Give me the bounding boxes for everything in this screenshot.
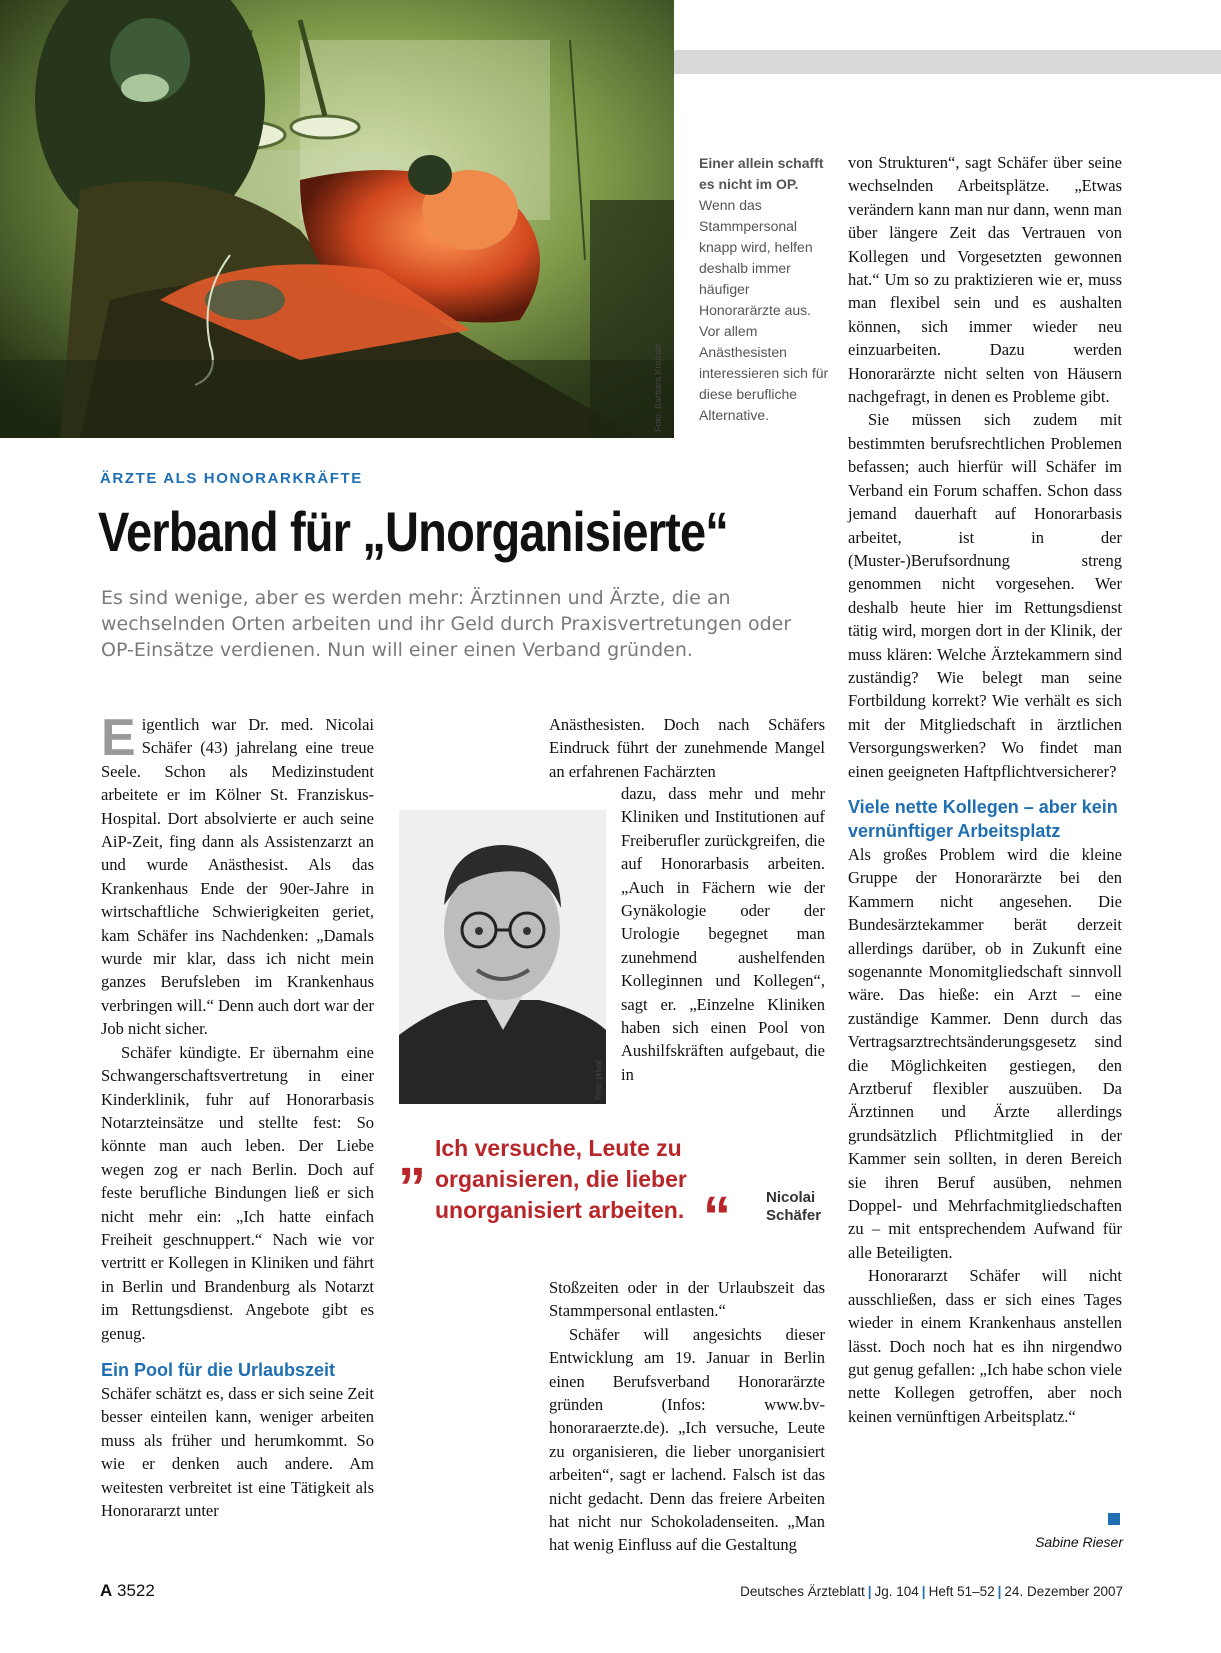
page-number	[100, 1581, 155, 1601]
subheading: Viele nette Kollegen – aber kein vernünftiger Arbeitsplatz	[848, 796, 1118, 841]
portrait-photo	[399, 810, 606, 1104]
subheading: Ein Pool für die Urlaubszeit	[101, 1359, 336, 1380]
paragraph: Schäfer schätzt es, dass er sich seine Zeit besser einteilen kann, weniger arbeiten muss als früher und herumkommt. So wie er denken auch andere. Am weitesten verbreitet ist eine Tätigkeit als Honorararzt unter	[101, 1383, 374, 1520]
end-mark-icon	[1108, 1513, 1120, 1525]
paragraph: Anästhesisten. Doch nach Schäfers Eindruck führt der zunehmende Mangel an erfahrenen Fachärzten	[549, 715, 825, 781]
photo-caption	[699, 153, 831, 426]
volume: Jg. 104	[874, 1584, 919, 1599]
paragraph: Honorararzt Schäfer will nicht ausschließen, dass er sich eines Tages wieder in einem Krankenhaus anstellen lässt. Doch noch hat es ihn nirgendwo gut genug gefallen: „Ich habe schon viele nette Kollegen getroffen, aber noch keinen vernünftigen Arbeitsplatz.“	[848, 1266, 1122, 1426]
paragraph: von Strukturen“, sagt Schäfer über seine wechselnden Arbeitsplätze. „Etwas verändern kann man nur dann, wenn man über längere Zeit das Vertrauen von Kollegen und Vorgesetzten gewonnen hat.“ Um so zu praktizieren wie er, muss man flexibel sein und es aushalten können, sich immer wieder neu einzuarbeiten. Dazu werden Honorarärzte nicht selten von Häusern nachgefragt, in denen es Probleme gibt.	[848, 153, 1122, 407]
paragraph-text: igentlich war Dr. med. Nicolai Schäfer (43) jahrelang eine treue Seele. Schon als Medizinstudent arbeitete er im Kölner St. Franziskus-Hospital. Dort absolvierte er auch seine AiP-Zeit, fing dann als Assistenzarzt an und wurde Anästhesist. Als das Krankenhaus Ende der 90er-Jahre in wirtschaftliche Schwierigkeiten geriet, kam Schäfer ins Nachdenken: „Damals wurde mir klar, dass ich nicht mein ganzes Berufsleben im Krankenhaus verbringen will.“ Denn auch dort war der Job nicht sicher.	[101, 715, 374, 1039]
paragraph	[101, 709, 374, 1041]
column-1	[101, 709, 374, 1522]
operating-room-photo	[0, 0, 674, 438]
column-2-wrap	[621, 782, 825, 1086]
pull-quote: Ich versuche, Leute zu organisieren, die lieber unorganisiert arbeiten.	[435, 1135, 687, 1223]
caption-title: Einer allein schafft es nicht im OP.	[699, 155, 824, 192]
quote-author: Nicolai Schäfer	[766, 1189, 822, 1224]
date: 24. Dezember 2007	[1004, 1584, 1123, 1599]
headline: Verband für „Unorganisierte“	[98, 500, 728, 563]
paragraph: Sie müssen sich zudem mit bestimmten berufsrechtlichen Problemen befassen; auch hierfür will Schäfer im Verband ein Forum schaffen. Schon dass jemand dauerhaft auf Honorarbasis arbeitet, ist in der (Muster-)Berufsordnung streng genommen nicht vorgesehen. Wer deshalb heute hier im Rettungsdienst tätig wird, morgen dort in der Klinik, der muss klären: Welche Ärztekammern sind zuständig? Wie belegt man seine Fortbildung korrekt? Wie verhält es sich mit der Mitgliedschaft in ärztlichen Versorgungswerken? Wo findet man einen geeigneten Haftpflichtversicherer?	[848, 410, 1122, 781]
issue: Heft 51–52	[928, 1584, 995, 1599]
kicker: ÄRZTE ALS HONORARKRÄFTE	[100, 470, 363, 487]
portrait-credit: Foto: privat	[594, 1059, 603, 1100]
paragraph: Als großes Problem wird die kleine Gruppe der Honorarärzte bei den Kammern nicht angesehen. Die Bundesärztekammer berät derzeit allerdings darüber, ob in Zukunft eine sogenannte Monomitgliedschaft sinnvoll wäre. Das hieße: ein Arzt – eine zuständige Kammer. Denn durch das Vertragsarztrechtsänderungsgesetz sind die Möglichkeiten gestiegen, den Arztberuf flexibler auszuüben. Da Ärztinnen und Ärzte allerdings grundsätzlich Pflichtmitglied in der Kammer sein sollten, in deren Bereich sie ihren Beruf ausüben, nehmen Doppel- und Mehrfachmitgliedschaften zu – mit entsprechendem Aufwand für alle Beteiligten.	[848, 844, 1122, 1262]
column-2-bottom	[549, 1276, 825, 1557]
photo-credit: Foto: Barbara Krobath	[653, 342, 663, 432]
paragraph: Schäfer will angesichts dieser Entwicklung am 19. Januar in Berlin einen Berufsverband Honorarärzte gründen (Infos: www.bv-honoraraerzte.de). „Ich versuche, Leute zu organisieren, die lieber unorganisiert arbeiten“, sagt er lachend. Falsch ist das nicht gedacht. Denn das freiere Arbeiten hat nicht nur Schokoladenseiten. „Man hat wenig Einfluss auf die Gestaltung	[549, 1324, 825, 1555]
footer-info: Deutsches Ärzteblatt | Jg. 104 | Heft 51–52 | 24. Dezember 2007	[740, 1584, 1123, 1599]
quote-open-mark: „	[398, 1124, 426, 1187]
quote-close-mark: “	[703, 1184, 731, 1247]
journal-name: Deutsches Ärzteblatt	[740, 1584, 865, 1599]
lead-paragraph: Es sind wenige, aber es werden mehr: Ärztinnen und Ärzte, die an wechselnden Orten arbeiten und ihr Geld durch Praxisvertretungen oder OP-Einsätze verdienen. Nun will einer einen Verband gründen.	[101, 587, 792, 661]
paragraph: Stoßzeiten oder in der Urlaubszeit das Stammpersonal entlasten.“	[549, 1278, 825, 1321]
author-byline: Sabine Rieser	[1035, 1534, 1123, 1550]
column-3	[848, 151, 1122, 1428]
drop-cap: E	[101, 709, 136, 767]
paragraph: dazu, dass mehr und mehr Kliniken und Institutionen auf Freiberufler zurückgreifen, die auf Honorarbasis arbeiten. „Auch in Fächern wie der Gynäkologie oder der Urologie begegnet man zunehmend aushelfenden Kolleginnen und Kollegen“, sagt er. „Einzelne Kliniken haben sich einen Pool von Aushilfskräften aufgebaut, die in	[621, 784, 825, 1084]
page-number-value: 3522	[117, 1581, 155, 1600]
caption-text: Wenn das Stammpersonal knapp wird, helfen deshalb immer häufiger Honorarärzte aus. Vor allem Anästhesisten interessieren sich für diese berufliche Alternative.	[699, 197, 829, 423]
paragraph: Schäfer kündigte. Er übernahm eine Schwangerschaftsvertretung in einer Kinderklinik, fuhr auf Honorarbasis Notarzteinsätze und stellte fest: So könnte man auch leben. Der Liebe wegen zog er nach Berlin. Doch auf feste berufliche Bindungen ließ er sich nicht mehr ein: „Ich hatte einfach Freiheit geschnuppert.“ Nach wie vor vertritt er Kollegen in Kliniken und fährt in Berlin und Brandenburg als Notarzt im Rettungsdienst. Angebote gibt es genug.	[101, 1042, 374, 1343]
page-prefix: A	[100, 1581, 113, 1600]
header-band	[674, 50, 1221, 74]
column-2-top	[549, 713, 825, 783]
